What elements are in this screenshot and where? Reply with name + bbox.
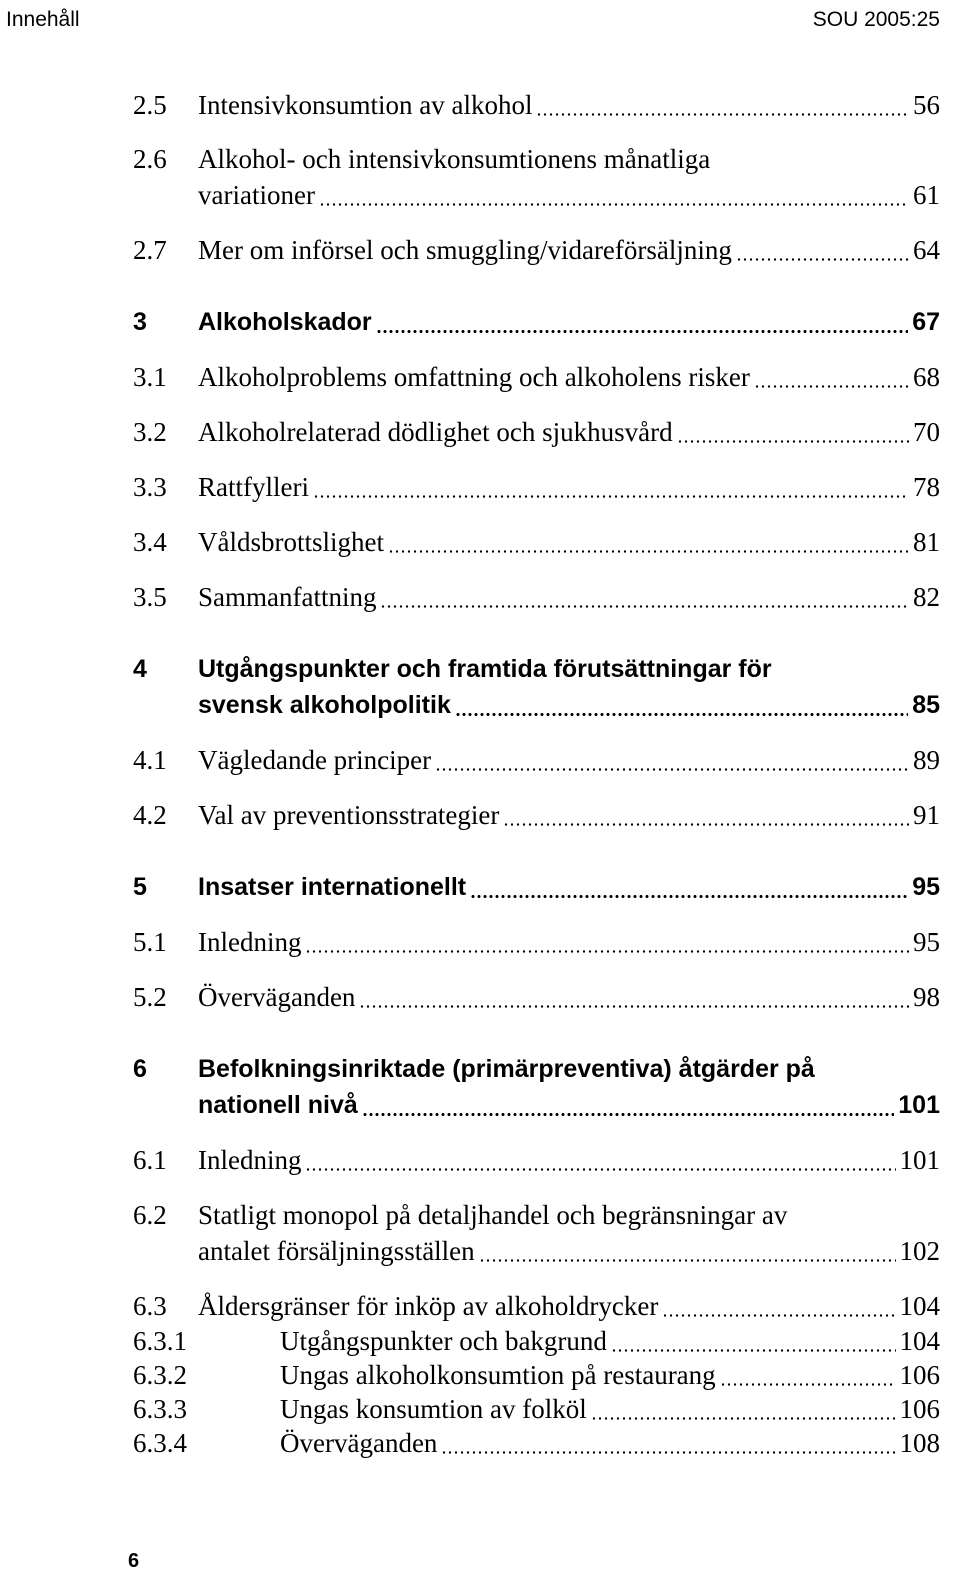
- toc-entry: [0, 1427, 960, 1467]
- toc-entry-number: 6: [133, 1055, 147, 1083]
- toc-entry-page: 70: [913, 417, 940, 447]
- toc-entry-title: Insatser internationellt: [198, 873, 467, 901]
- toc-entry: [0, 89, 960, 129]
- toc-entry: [0, 1089, 960, 1129]
- toc-entry-title: Alkoholrelaterad dödlighet och sjukhusvård: [198, 417, 673, 447]
- toc-entry-page: 106: [899, 1394, 940, 1424]
- toc-entry: [0, 653, 960, 693]
- toc-entry-page: 64: [913, 235, 940, 265]
- toc-entry-page: 67: [912, 308, 940, 336]
- dot-leader: [305, 950, 909, 953]
- toc-entry: [0, 416, 960, 456]
- toc-entry-page: 106: [899, 1360, 940, 1390]
- toc-entry: [0, 526, 960, 566]
- toc-entry-title: Alkoholproblems omfattning och alkoholens risker: [198, 362, 750, 392]
- toc-entry: [0, 1235, 960, 1275]
- toc-entry-number: 6.1: [133, 1145, 167, 1175]
- dot-leader: [470, 895, 908, 898]
- toc-entry-title: svensk alkoholpolitik: [198, 691, 451, 719]
- toc-entry-number: 3.4: [133, 527, 167, 557]
- toc-entry: [0, 1290, 960, 1330]
- toc-entry-page: 56: [913, 90, 940, 120]
- toc-entry-title: antalet försäljningsställen: [198, 1236, 475, 1266]
- toc-entry-title: Överväganden: [198, 982, 356, 1012]
- dot-leader: [435, 768, 909, 771]
- dot-leader: [376, 330, 908, 333]
- toc-entry: [0, 179, 960, 219]
- dot-leader: [479, 1259, 896, 1262]
- toc-entry-title: Val av preventionsstrategier: [198, 800, 500, 830]
- toc-entry-page: 108: [899, 1428, 940, 1458]
- dot-leader: [677, 440, 909, 443]
- toc-entry-title: Inledning: [198, 927, 302, 957]
- toc-entry-title: Alkoholskador: [198, 308, 372, 336]
- toc-entry-number: 6.2: [133, 1200, 167, 1230]
- dot-leader: [362, 1113, 894, 1116]
- toc-entry-number: 5: [133, 873, 147, 901]
- toc-entry-number: 3.2: [133, 417, 167, 447]
- toc-entry-number: 2.6: [133, 144, 167, 174]
- toc-entry-number: 4.1: [133, 745, 167, 775]
- toc-entry-number: 3.5: [133, 582, 167, 612]
- dot-leader: [536, 113, 909, 116]
- toc-entry-number: 4: [133, 655, 147, 683]
- toc-entry-number: 6.3.3: [133, 1394, 187, 1424]
- toc-entry-title: variationer: [198, 180, 315, 210]
- toc-entry-page: 61: [913, 180, 940, 210]
- page-number: 6: [128, 1550, 140, 1572]
- toc-entry: [0, 744, 960, 784]
- toc-entry: [0, 143, 960, 183]
- dot-leader: [313, 495, 909, 498]
- dot-leader: [611, 1349, 896, 1352]
- toc-entry: [0, 581, 960, 621]
- toc-entry: [0, 981, 960, 1021]
- toc-entry-page: 85: [912, 691, 940, 719]
- toc-entry-page: 101: [899, 1145, 940, 1175]
- toc-entry-title: Intensivkonsumtion av alkohol: [198, 90, 533, 120]
- toc-entry-page: 95: [912, 873, 940, 901]
- toc-entry-page: 91: [913, 800, 940, 830]
- toc-entry-title: Vägledande principer: [198, 745, 432, 775]
- dot-leader: [455, 713, 908, 716]
- toc-entry-number: 2.7: [133, 235, 167, 265]
- document-reference: SOU 2005:25: [812, 8, 940, 31]
- toc-entry-title: Alkohol- och intensivkonsumtionens månatliga: [198, 144, 711, 174]
- dot-leader: [736, 258, 909, 261]
- dot-leader: [380, 605, 909, 608]
- toc-entry: [0, 1144, 960, 1184]
- toc-entry: [0, 361, 960, 401]
- dot-leader: [441, 1451, 896, 1454]
- toc-entry-title: Överväganden: [280, 1428, 438, 1458]
- toc-entry: [0, 871, 960, 911]
- toc-entry-number: 3.1: [133, 362, 167, 392]
- toc-entry-number: 3: [133, 308, 147, 336]
- toc-entry-title: Rattfylleri: [198, 472, 309, 502]
- toc-entry-title: Befolkningsinriktade (primärpreventiva) åtgärder på: [198, 1055, 815, 1083]
- toc-entry-title: Inledning: [198, 1145, 302, 1175]
- toc-entry: [0, 1199, 960, 1239]
- toc-entry-page: 101: [898, 1091, 940, 1119]
- toc-entry-number: 4.2: [133, 800, 167, 830]
- section-label: Innehåll: [6, 8, 80, 31]
- toc-entry-page: 68: [913, 362, 940, 392]
- toc-entry-page: 78: [913, 472, 940, 502]
- dot-leader: [319, 203, 909, 206]
- dot-leader: [388, 550, 909, 553]
- dot-leader: [662, 1314, 896, 1317]
- toc-entry: [0, 926, 960, 966]
- dot-leader: [359, 1005, 909, 1008]
- toc-entry-page: 81: [913, 527, 940, 557]
- toc-entry-page: 82: [913, 582, 940, 612]
- toc-entry-title: Mer om införsel och smuggling/vidareförsäljning: [198, 235, 732, 265]
- toc-entry: [0, 799, 960, 839]
- toc-entry: [0, 1053, 960, 1093]
- toc-entry-title: nationell nivå: [198, 1091, 358, 1119]
- toc-entry: [0, 689, 960, 729]
- toc-entry-title: Utgångspunkter och framtida förutsättningar för: [198, 655, 772, 683]
- toc-entry-number: 6.3.1: [133, 1326, 187, 1356]
- toc-entry-title: Ungas alkoholkonsumtion på restaurang: [280, 1360, 716, 1390]
- toc-entry: [0, 234, 960, 274]
- dot-leader: [591, 1417, 896, 1420]
- dot-leader: [305, 1168, 896, 1171]
- toc-entry-title: Våldsbrottslighet: [198, 527, 384, 557]
- toc-entry-page: 89: [913, 745, 940, 775]
- toc-entry-number: 5.2: [133, 982, 167, 1012]
- toc-entry-number: 6.3: [133, 1291, 167, 1321]
- page-header: [0, 8, 960, 38]
- toc-entry-page: 104: [899, 1291, 940, 1321]
- toc-entry-title: Utgångspunkter och bakgrund: [280, 1326, 607, 1356]
- toc-entry-number: 3.3: [133, 472, 167, 502]
- toc-entry-number: 5.1: [133, 927, 167, 957]
- toc-entry-page: 102: [899, 1236, 940, 1266]
- dot-leader: [754, 385, 909, 388]
- toc-entry: [0, 306, 960, 346]
- toc-entry-page: 98: [913, 982, 940, 1012]
- toc-entry: [0, 471, 960, 511]
- toc-entry-title: Sammanfattning: [198, 582, 377, 612]
- toc-entry-number: 6.3.4: [133, 1428, 187, 1458]
- toc-entry-title: Statligt monopol på detaljhandel och begränsningar av: [198, 1200, 788, 1230]
- toc-entry-number: 2.5: [133, 90, 167, 120]
- toc-entry-title: Ungas konsumtion av folköl: [280, 1394, 587, 1424]
- dot-leader: [503, 823, 909, 826]
- toc-entry-page: 95: [913, 927, 940, 957]
- toc-entry-page: 104: [899, 1326, 940, 1356]
- toc-entry-number: 6.3.2: [133, 1360, 187, 1390]
- dot-leader: [720, 1383, 896, 1386]
- toc-entry-title: Åldersgränser för inköp av alkoholdrycker: [198, 1291, 659, 1321]
